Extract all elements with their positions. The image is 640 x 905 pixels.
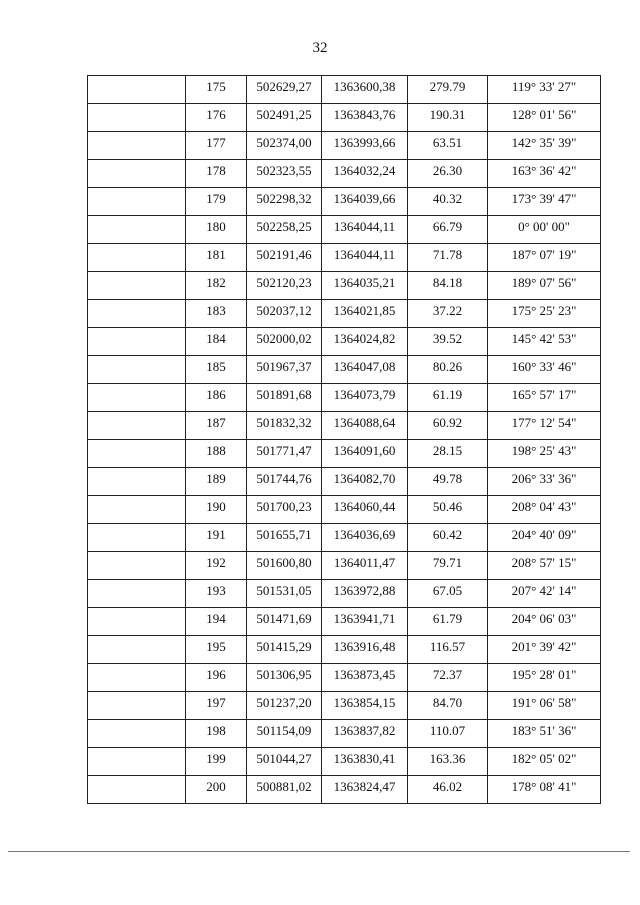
y-coordinate-cell: 1363843,76 bbox=[322, 104, 408, 132]
point-number-cell: 178 bbox=[186, 160, 247, 188]
distance-cell: 37.22 bbox=[408, 300, 488, 328]
table-row bbox=[88, 580, 601, 608]
blank-cell bbox=[88, 356, 186, 384]
point-number-cell: 186 bbox=[186, 384, 247, 412]
angle-cell: 160° 33' 46" bbox=[488, 356, 601, 384]
table-row bbox=[88, 160, 601, 188]
table-row bbox=[88, 356, 601, 384]
distance-cell: 72.37 bbox=[408, 664, 488, 692]
distance-cell: 63.51 bbox=[408, 132, 488, 160]
point-number-cell: 188 bbox=[186, 440, 247, 468]
distance-cell: 163.36 bbox=[408, 748, 488, 776]
x-coordinate-cell: 502298,32 bbox=[247, 188, 322, 216]
distance-cell: 110.07 bbox=[408, 720, 488, 748]
distance-cell: 39.52 bbox=[408, 328, 488, 356]
angle-cell: 183° 51' 36" bbox=[488, 720, 601, 748]
x-coordinate-cell: 502037,12 bbox=[247, 300, 322, 328]
table-row bbox=[88, 300, 601, 328]
y-coordinate-cell: 1364011,47 bbox=[322, 552, 408, 580]
y-coordinate-cell: 1363824,47 bbox=[322, 776, 408, 804]
x-coordinate-cell: 501832,32 bbox=[247, 412, 322, 440]
point-number-cell: 176 bbox=[186, 104, 247, 132]
y-coordinate-cell: 1364035,21 bbox=[322, 272, 408, 300]
point-number-cell: 191 bbox=[186, 524, 247, 552]
distance-cell: 28.15 bbox=[408, 440, 488, 468]
point-number-cell: 182 bbox=[186, 272, 247, 300]
table-row bbox=[88, 552, 601, 580]
table-row bbox=[88, 76, 601, 104]
point-number-cell: 184 bbox=[186, 328, 247, 356]
table-row bbox=[88, 384, 601, 412]
distance-cell: 46.02 bbox=[408, 776, 488, 804]
blank-cell bbox=[88, 328, 186, 356]
x-coordinate-cell: 501655,71 bbox=[247, 524, 322, 552]
y-coordinate-cell: 1363993,66 bbox=[322, 132, 408, 160]
blank-cell bbox=[88, 608, 186, 636]
x-coordinate-cell: 501306,95 bbox=[247, 664, 322, 692]
angle-cell: 178° 08' 41" bbox=[488, 776, 601, 804]
table-row bbox=[88, 468, 601, 496]
y-coordinate-cell: 1363916,48 bbox=[322, 636, 408, 664]
angle-cell: 204° 06' 03" bbox=[488, 608, 601, 636]
angle-cell: 165° 57' 17" bbox=[488, 384, 601, 412]
angle-cell: 189° 07' 56" bbox=[488, 272, 601, 300]
table-row bbox=[88, 216, 601, 244]
distance-cell: 84.70 bbox=[408, 692, 488, 720]
x-coordinate-cell: 501891,68 bbox=[247, 384, 322, 412]
point-number-cell: 183 bbox=[186, 300, 247, 328]
angle-cell: 119° 33' 27" bbox=[488, 76, 601, 104]
angle-cell: 204° 40' 09" bbox=[488, 524, 601, 552]
blank-cell bbox=[88, 104, 186, 132]
y-coordinate-cell: 1364044,11 bbox=[322, 244, 408, 272]
angle-cell: 145° 42' 53" bbox=[488, 328, 601, 356]
x-coordinate-cell: 501967,37 bbox=[247, 356, 322, 384]
x-coordinate-cell: 501700,23 bbox=[247, 496, 322, 524]
point-number-cell: 197 bbox=[186, 692, 247, 720]
x-coordinate-cell: 502629,27 bbox=[247, 76, 322, 104]
table-row bbox=[88, 692, 601, 720]
point-number-cell: 175 bbox=[186, 76, 247, 104]
table-row bbox=[88, 188, 601, 216]
y-coordinate-cell: 1364091,60 bbox=[322, 440, 408, 468]
y-coordinate-cell: 1364039,66 bbox=[322, 188, 408, 216]
x-coordinate-cell: 502491,25 bbox=[247, 104, 322, 132]
y-coordinate-cell: 1364060,44 bbox=[322, 496, 408, 524]
blank-cell bbox=[88, 440, 186, 468]
x-coordinate-cell: 501471,69 bbox=[247, 608, 322, 636]
y-coordinate-cell: 1363830,41 bbox=[322, 748, 408, 776]
angle-cell: 207° 42' 14" bbox=[488, 580, 601, 608]
footer-divider bbox=[8, 851, 630, 852]
angle-cell: 142° 35' 39" bbox=[488, 132, 601, 160]
blank-cell bbox=[88, 636, 186, 664]
blank-cell bbox=[88, 496, 186, 524]
y-coordinate-cell: 1364021,85 bbox=[322, 300, 408, 328]
y-coordinate-cell: 1364047,08 bbox=[322, 356, 408, 384]
blank-cell bbox=[88, 692, 186, 720]
x-coordinate-cell: 501744,76 bbox=[247, 468, 322, 496]
blank-cell bbox=[88, 748, 186, 776]
distance-cell: 50.46 bbox=[408, 496, 488, 524]
distance-cell: 61.79 bbox=[408, 608, 488, 636]
x-coordinate-cell: 502120,23 bbox=[247, 272, 322, 300]
point-number-cell: 193 bbox=[186, 580, 247, 608]
y-coordinate-cell: 1363837,82 bbox=[322, 720, 408, 748]
table-row bbox=[88, 636, 601, 664]
point-number-cell: 198 bbox=[186, 720, 247, 748]
blank-cell bbox=[88, 664, 186, 692]
table-row bbox=[88, 776, 601, 804]
point-number-cell: 192 bbox=[186, 552, 247, 580]
angle-cell: 163° 36' 42" bbox=[488, 160, 601, 188]
blank-cell bbox=[88, 300, 186, 328]
angle-cell: 173° 39' 47" bbox=[488, 188, 601, 216]
angle-cell: 128° 01' 56" bbox=[488, 104, 601, 132]
table-row bbox=[88, 272, 601, 300]
x-coordinate-cell: 501237,20 bbox=[247, 692, 322, 720]
distance-cell: 71.78 bbox=[408, 244, 488, 272]
y-coordinate-cell: 1364032,24 bbox=[322, 160, 408, 188]
angle-cell: 208° 04' 43" bbox=[488, 496, 601, 524]
y-coordinate-cell: 1364082,70 bbox=[322, 468, 408, 496]
blank-cell bbox=[88, 132, 186, 160]
x-coordinate-cell: 501044,27 bbox=[247, 748, 322, 776]
distance-cell: 116.57 bbox=[408, 636, 488, 664]
angle-cell: 198° 25' 43" bbox=[488, 440, 601, 468]
blank-cell bbox=[88, 580, 186, 608]
x-coordinate-cell: 502374,00 bbox=[247, 132, 322, 160]
table-row bbox=[88, 132, 601, 160]
blank-cell bbox=[88, 524, 186, 552]
table-row bbox=[88, 412, 601, 440]
table-row bbox=[88, 608, 601, 636]
blank-cell bbox=[88, 384, 186, 412]
y-coordinate-cell: 1363972,88 bbox=[322, 580, 408, 608]
distance-cell: 60.92 bbox=[408, 412, 488, 440]
angle-cell: 195° 28' 01" bbox=[488, 664, 601, 692]
table-row bbox=[88, 524, 601, 552]
table-row bbox=[88, 244, 601, 272]
blank-cell bbox=[88, 216, 186, 244]
blank-cell bbox=[88, 272, 186, 300]
x-coordinate-cell: 501154,09 bbox=[247, 720, 322, 748]
y-coordinate-cell: 1363854,15 bbox=[322, 692, 408, 720]
coordinates-table bbox=[87, 75, 601, 804]
y-coordinate-cell: 1364024,82 bbox=[322, 328, 408, 356]
point-number-cell: 185 bbox=[186, 356, 247, 384]
x-coordinate-cell: 502258,25 bbox=[247, 216, 322, 244]
angle-cell: 182° 05' 02" bbox=[488, 748, 601, 776]
distance-cell: 80.26 bbox=[408, 356, 488, 384]
point-number-cell: 180 bbox=[186, 216, 247, 244]
table-row bbox=[88, 496, 601, 524]
angle-cell: 208° 57' 15" bbox=[488, 552, 601, 580]
point-number-cell: 199 bbox=[186, 748, 247, 776]
angle-cell: 187° 07' 19" bbox=[488, 244, 601, 272]
point-number-cell: 189 bbox=[186, 468, 247, 496]
point-number-cell: 179 bbox=[186, 188, 247, 216]
point-number-cell: 190 bbox=[186, 496, 247, 524]
table-row bbox=[88, 720, 601, 748]
point-number-cell: 177 bbox=[186, 132, 247, 160]
distance-cell: 66.79 bbox=[408, 216, 488, 244]
distance-cell: 79.71 bbox=[408, 552, 488, 580]
x-coordinate-cell: 502191,46 bbox=[247, 244, 322, 272]
distance-cell: 40.32 bbox=[408, 188, 488, 216]
y-coordinate-cell: 1363600,38 bbox=[322, 76, 408, 104]
angle-cell: 0° 00' 00" bbox=[488, 216, 601, 244]
blank-cell bbox=[88, 776, 186, 804]
point-number-cell: 200 bbox=[186, 776, 247, 804]
distance-cell: 49.78 bbox=[408, 468, 488, 496]
angle-cell: 177° 12' 54" bbox=[488, 412, 601, 440]
coordinates-table-body bbox=[88, 76, 601, 804]
x-coordinate-cell: 502323,55 bbox=[247, 160, 322, 188]
point-number-cell: 187 bbox=[186, 412, 247, 440]
angle-cell: 206° 33' 36" bbox=[488, 468, 601, 496]
blank-cell bbox=[88, 552, 186, 580]
x-coordinate-cell: 501531,05 bbox=[247, 580, 322, 608]
distance-cell: 67.05 bbox=[408, 580, 488, 608]
page-number: 32 bbox=[312, 40, 328, 56]
table-row bbox=[88, 664, 601, 692]
point-number-cell: 196 bbox=[186, 664, 247, 692]
x-coordinate-cell: 501415,29 bbox=[247, 636, 322, 664]
blank-cell bbox=[88, 76, 186, 104]
table-row bbox=[88, 748, 601, 776]
y-coordinate-cell: 1364044,11 bbox=[322, 216, 408, 244]
y-coordinate-cell: 1363873,45 bbox=[322, 664, 408, 692]
point-number-cell: 195 bbox=[186, 636, 247, 664]
y-coordinate-cell: 1364036,69 bbox=[322, 524, 408, 552]
x-coordinate-cell: 502000,02 bbox=[247, 328, 322, 356]
distance-cell: 84.18 bbox=[408, 272, 488, 300]
blank-cell bbox=[88, 244, 186, 272]
x-coordinate-cell: 500881,02 bbox=[247, 776, 322, 804]
blank-cell bbox=[88, 468, 186, 496]
point-number-cell: 181 bbox=[186, 244, 247, 272]
table-row bbox=[88, 440, 601, 468]
distance-cell: 60.42 bbox=[408, 524, 488, 552]
x-coordinate-cell: 501600,80 bbox=[247, 552, 322, 580]
distance-cell: 61.19 bbox=[408, 384, 488, 412]
distance-cell: 190.31 bbox=[408, 104, 488, 132]
point-number-cell: 194 bbox=[186, 608, 247, 636]
blank-cell bbox=[88, 188, 186, 216]
distance-cell: 279.79 bbox=[408, 76, 488, 104]
table-row bbox=[88, 104, 601, 132]
table-row bbox=[88, 328, 601, 356]
y-coordinate-cell: 1363941,71 bbox=[322, 608, 408, 636]
y-coordinate-cell: 1364073,79 bbox=[322, 384, 408, 412]
distance-cell: 26.30 bbox=[408, 160, 488, 188]
angle-cell: 175° 25' 23" bbox=[488, 300, 601, 328]
blank-cell bbox=[88, 412, 186, 440]
angle-cell: 201° 39' 42" bbox=[488, 636, 601, 664]
x-coordinate-cell: 501771,47 bbox=[247, 440, 322, 468]
y-coordinate-cell: 1364088,64 bbox=[322, 412, 408, 440]
blank-cell bbox=[88, 160, 186, 188]
angle-cell: 191° 06' 58" bbox=[488, 692, 601, 720]
blank-cell bbox=[88, 720, 186, 748]
